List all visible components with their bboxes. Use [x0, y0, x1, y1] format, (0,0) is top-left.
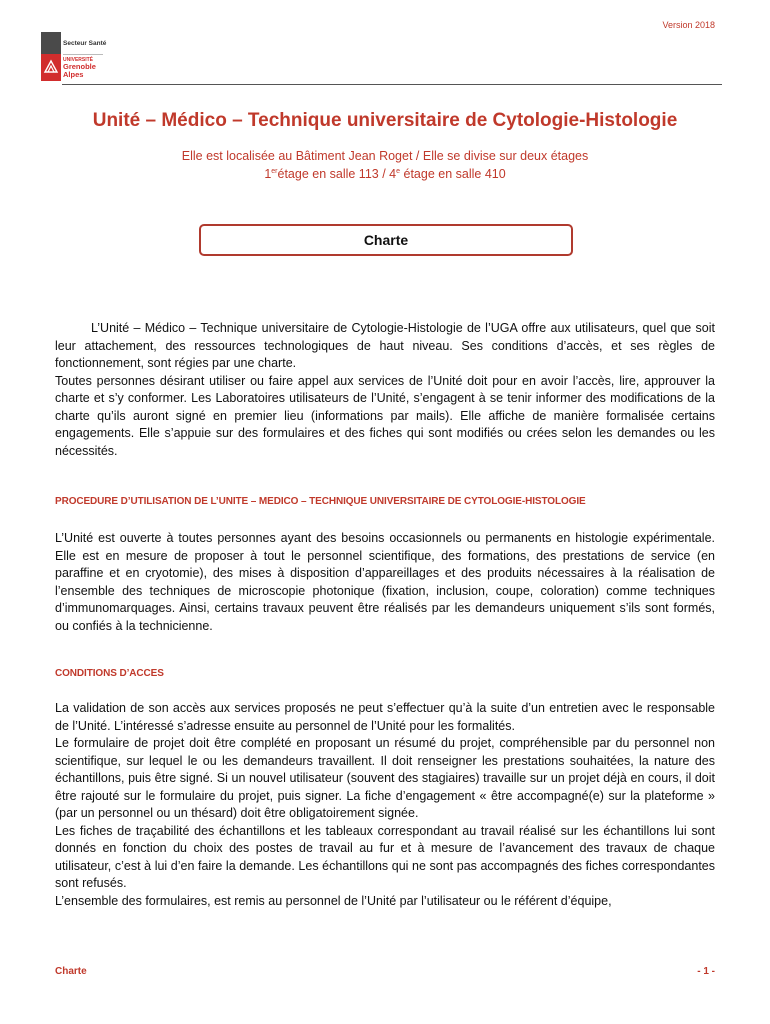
- page-title: Unité – Médico – Technique universitaire de Cytologie-Histologie: [92, 110, 678, 131]
- floor2-number: 4: [389, 167, 397, 181]
- intro-paragraph-1: L’Unité – Médico – Technique universitaire de Cytologie-Histologie de l’UGA offre aux utilisateurs, quel que soit leur attachement, des ressources technologiques de haut niveau. Ses conditions d’accès, et ses règles de fonctionnement, sont régies par une charte.: [55, 321, 715, 370]
- page-number: - 1 -: [697, 966, 715, 977]
- logo-divider: [63, 54, 103, 55]
- intro-section: [55, 320, 715, 460]
- footer-label: Charte: [55, 966, 87, 977]
- logo-red-block: [41, 54, 61, 81]
- floor1-superscript: er: [271, 167, 278, 175]
- floor1-number: 1: [264, 167, 272, 181]
- location-line-1: Elle est localisée au Bâtiment Jean Roget / Elle se divise sur deux étages: [181, 149, 589, 163]
- charte-heading-box: Charte: [199, 224, 573, 256]
- logo-university-text: UNIVERSITÉ: [63, 57, 94, 63]
- university-logo: [41, 32, 121, 82]
- floor1-text: étage en salle 113 /: [277, 167, 390, 181]
- conditions-paragraph-3: Les fiches de traçabilité des échantillons et les tableaux correspondant au travail réalisé sur les échantillons lui sont donnés en fonction du choix des postes de travail au fur et à mesure de l’avancement des travaux de chaque utilisateur, c’est à lui d’en faire la demande. Les échantillons qui ne sont pas accompagnés des fiches correspondantes sont refusés.: [55, 823, 715, 890]
- version-label: Version 2018: [662, 20, 715, 30]
- conditions-paragraph-2: Le formulaire de projet doit être complété en proposant un résumé du projet, compréhensible par du personnel non scientifique, sur lequel le ou les demandeurs travaillent. Il doit renseigner les prestations souhaitées, la nature des échantillons, puis être signé. Si un nouvel utilisateur (souvent des stagiaires) travaille sur un projet déjà en cours, il doit être rajouté sur le formulaire du projet, puis signer. La fiche d’engagement « être accompagné(e) sur la plateforme » (par un personnel ou un thésard) doit être obligatoirement signée.: [55, 736, 715, 820]
- logo-city-text: [63, 63, 96, 79]
- header-divider: [62, 84, 722, 85]
- conditions-section: [55, 700, 715, 910]
- floor2-text: étage en salle 410: [400, 167, 506, 181]
- procedure-heading: PROCEDURE D’UTILISATION DE L’UNITE – MEDICO – TECHNIQUE UNIVERSITAIRE DE CYTOLOGIE-HISTOLOGIE: [55, 496, 586, 507]
- floor2-superscript: e: [396, 167, 401, 175]
- logo-dark-block: [41, 32, 61, 54]
- conditions-heading: CONDITIONS D’ACCES: [55, 668, 164, 679]
- logo-sector-text: Secteur Santé: [63, 40, 107, 47]
- conditions-paragraph-1: La validation de son accès aux services proposés ne peut s’effectuer qu’à la suite d’un entretien avec le responsable de l’Unité. L’intéressé s’adresse ensuite au personnel de l’Unité pour les formalités.: [55, 701, 715, 733]
- intro-paragraph-2: Toutes personnes désirant utiliser ou faire appel aux services de l’Unité doit pour en avoir l’accès, lire, approuver la charte et s’y conformer. Les Laboratoires utilisateurs de l’Unité, s’engagent à se tenir informer des modifications de la charte qu’ils auront signé en premier lieu (informations par mails). Elle affiche de manière formalisée certains engagements. Elle s’appuie sur des formulaires et des fiches qui sont modifiés ou crées selon les demandes ou les nécessités.: [55, 373, 715, 458]
- procedure-section: [55, 530, 715, 635]
- conditions-paragraph-4: L’ensemble des formulaires, est remis au personnel de l’Unité par l’utilisateur ou le référent d’équipe,: [55, 893, 612, 908]
- logo-city-line2: Alpes: [63, 70, 84, 79]
- logo-city-line1: Grenoble: [63, 62, 96, 71]
- location-line-2: [0, 167, 770, 181]
- procedure-paragraph-1: L’Unité est ouverte à toutes personnes ayant des besoins occasionnels ou permanents en histologie expérimentale. Elle est en mesure de proposer à tout le personnel scientifique, des formations, des prestations de service (en paraffine et en cryotomie), des mises à disposition d’appareillages et des produits nécessaires à la réalisation de l’ensemble des techniques de microscopie photonique (fixation, inclusion, coupe, coloration) comme techniques d’immunomarquages. Ainsi, certains travaux peuvent être réalisés par les demandeurs uniquement s’ils sont formés, ou confiés à la technicienne.: [55, 531, 715, 633]
- logo-emblem-icon: [43, 58, 59, 76]
